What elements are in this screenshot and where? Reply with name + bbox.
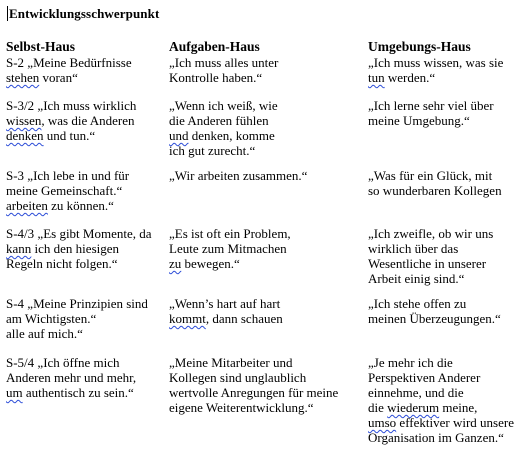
statement-line: eigene Weiterentwicklung.“ — [169, 400, 314, 415]
spellcheck-word[interactable]: tun — [368, 70, 385, 85]
statement-umgebung — [368, 98, 494, 128]
statement-line: meine Umgebung.“ — [368, 113, 470, 128]
column-header-selbst: Selbst-Haus — [6, 39, 76, 54]
statement-line: Perspektiven Anderer — [368, 370, 481, 385]
statement-selbst — [6, 355, 136, 400]
statement-line: „Ich muss alles unter — [169, 55, 279, 70]
statement-line: S-2 „Meine Bedürfnisse — [6, 55, 132, 70]
statement-line: Kollegen sind unglaublich — [169, 370, 307, 385]
statement-line: „Ich lerne sehr viel über — [368, 98, 494, 113]
statement-line: die Anderen fühlen — [169, 113, 269, 128]
statement-line: umso effektiver wird unsere — [368, 415, 514, 430]
statement-umgebung — [368, 168, 502, 198]
spellcheck-word[interactable]: umso — [368, 415, 397, 430]
statement-selbst — [6, 55, 132, 85]
statement-line: S-4/3 „Es gibt Momente, da — [6, 226, 152, 241]
statement-line: Regeln nicht folgen.“ — [6, 256, 118, 271]
statement-umgebung — [368, 296, 501, 326]
statement-line: am Wichtigsten.“ — [6, 311, 97, 326]
spellcheck-word[interactable]: denken — [6, 128, 44, 143]
statement-line: „Es ist oft ein Problem, — [169, 226, 291, 241]
statement-line: „Wenn’s hart auf hart — [169, 296, 281, 311]
statement-aufgaben — [169, 98, 278, 158]
statement-line: „Was für ein Glück, mit — [368, 168, 493, 183]
column-header-aufgaben: Aufgaben-Haus — [169, 39, 260, 54]
statement-line: alle auf mich.“ — [6, 326, 83, 341]
statement-aufgaben — [169, 226, 291, 271]
statement-line: S-3/2 „Ich muss wirklich — [6, 98, 137, 113]
statement-umgebung — [368, 55, 503, 85]
statement-selbst — [6, 98, 136, 143]
spellcheck-word[interactable]: zu — [169, 256, 182, 271]
statement-aufgaben — [169, 355, 338, 415]
statement-aufgaben — [169, 55, 278, 85]
statement-line: Arbeit einig sind.“ — [368, 271, 465, 286]
spellcheck-word[interactable]: wiederum — [387, 400, 440, 415]
statement-umgebung — [368, 355, 514, 445]
statement-line: „Wir arbeiten zusammen.“ — [169, 168, 308, 183]
spellcheck-word[interactable]: kommt — [169, 311, 206, 326]
statement-line: kann ich den hiesigen — [6, 241, 120, 256]
statement-selbst — [6, 296, 148, 341]
text-cursor — [7, 6, 8, 21]
statement-line: „Ich muss wissen, was sie — [368, 55, 504, 70]
spellcheck-word[interactable]: um — [6, 385, 23, 400]
statement-line: S-5/4 „Ich öffne mich — [6, 355, 120, 370]
spellcheck-word[interactable]: kann — [6, 241, 32, 256]
spellcheck-word[interactable]: und — [169, 128, 189, 143]
statement-line: wertvolle Anregungen für meine — [169, 385, 339, 400]
spellcheck-word[interactable]: arbeiten — [6, 198, 48, 213]
statement-aufgaben — [169, 296, 283, 326]
statement-line: ich gut zurecht.“ — [169, 143, 256, 158]
statement-line: Kontrolle haben.“ — [169, 70, 263, 85]
statement-line: tun werden.“ — [368, 70, 436, 85]
statement-line: zu bewegen.“ — [169, 256, 240, 271]
statement-line: Anderen mehr und mehr, — [6, 370, 137, 385]
statement-line: stehen voran“ — [6, 70, 78, 85]
statement-selbst — [6, 226, 152, 271]
statement-line: wissen, was die Anderen — [6, 113, 135, 128]
statement-line: einnehme, und die — [368, 385, 464, 400]
statement-line: um authentisch zu sein.“ — [6, 385, 134, 400]
statement-line: Organisation im Ganzen.“ — [368, 430, 504, 445]
statement-line: wirklich über das — [368, 241, 459, 256]
spellcheck-word[interactable]: stehen — [6, 70, 40, 85]
statement-selbst — [6, 168, 129, 213]
statement-aufgaben — [169, 168, 307, 183]
statement-line: „Wenn ich weiß, wie — [169, 98, 278, 113]
statement-line: Wesentliche in unserer — [368, 256, 487, 271]
statement-line: kommt, dann schauen — [169, 311, 283, 326]
statement-umgebung — [368, 226, 493, 286]
statement-line: „Ich stehe offen zu — [368, 296, 467, 311]
statement-line: S-4 „Meine Prinzipien sind — [6, 296, 148, 311]
statement-line: „Je mehr ich die — [368, 355, 453, 370]
statement-line: die wiederum meine, — [368, 400, 478, 415]
statement-line: meinen Überzeugungen.“ — [368, 311, 501, 326]
document-title: Entwicklungsschwerpunkt — [9, 6, 160, 21]
statement-line: „Ich zweifle, ob wir uns — [368, 226, 494, 241]
statement-line: so wunderbaren Kollegen — [368, 183, 502, 198]
statement-line: und denken, komme — [169, 128, 275, 143]
spellcheck-word[interactable]: wissen — [6, 113, 42, 128]
statement-line: meine Gemeinschaft.“ — [6, 183, 123, 198]
statement-line: S-3 „Ich lebe in und für — [6, 168, 130, 183]
column-header-umgebung: Umgebungs-Haus — [368, 39, 471, 54]
statement-line: denken und tun.“ — [6, 128, 96, 143]
statement-line: arbeiten zu können.“ — [6, 198, 114, 213]
statement-line: Leute zum Mitmachen — [169, 241, 287, 256]
statement-line: „Meine Mitarbeiter und — [169, 355, 293, 370]
